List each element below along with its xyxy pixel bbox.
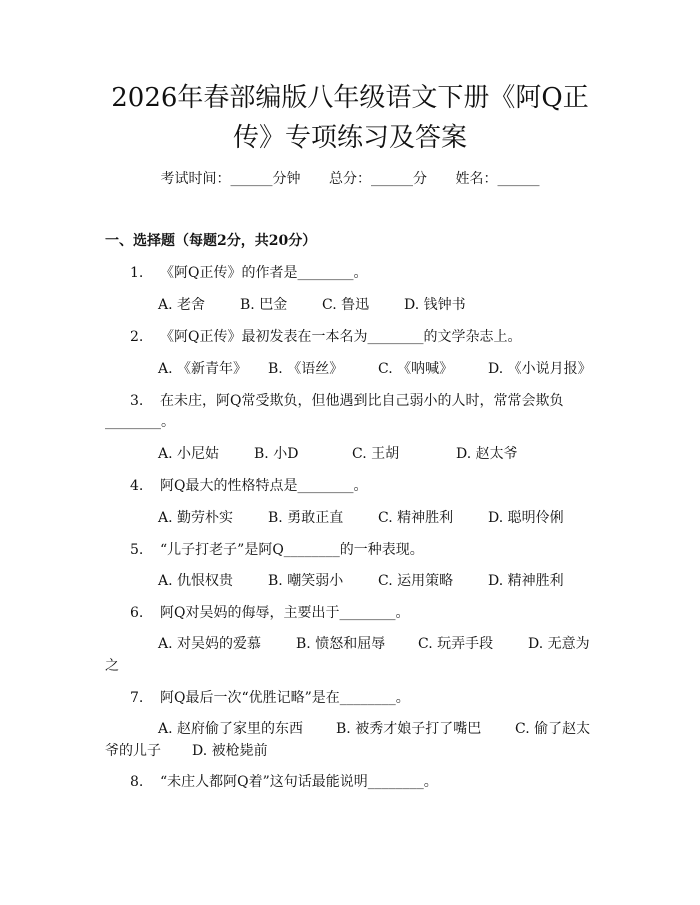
question-number: 5. bbox=[130, 542, 144, 558]
question-text: “儿子打老子”是阿Q________的一种表现。 bbox=[160, 542, 424, 558]
question-number: 1. bbox=[130, 265, 144, 281]
option: C. 鲁迅 bbox=[322, 297, 370, 313]
option: B. 被秀才娘子打了嘴巴 bbox=[336, 721, 482, 737]
option: A. 勤劳朴实 bbox=[158, 510, 234, 526]
exam-meta bbox=[0, 168, 700, 188]
question-4 bbox=[130, 475, 367, 495]
section-heading: 一、选择题（每题2分，共20分） bbox=[105, 233, 317, 249]
question-3 bbox=[130, 390, 563, 410]
question-number: 3. bbox=[130, 393, 144, 409]
question-2 bbox=[130, 326, 521, 346]
question-text-continued: ________。 bbox=[105, 414, 175, 430]
question-5 bbox=[130, 539, 424, 559]
question-text: 阿Q最后一次“优胜记略”是在________。 bbox=[160, 690, 410, 706]
option: D. 精神胜利 bbox=[488, 573, 564, 589]
question-6 bbox=[130, 602, 409, 622]
option: C. 《呐喊》 bbox=[378, 361, 454, 377]
option: D. 钱钟书 bbox=[404, 297, 466, 313]
option: D. 聪明伶俐 bbox=[488, 510, 564, 526]
question-text: 阿Q对吴妈的侮辱，主要出于________。 bbox=[160, 605, 410, 621]
document-title bbox=[90, 78, 610, 158]
option: A. 老舍 bbox=[158, 297, 206, 313]
exam-name: 姓名：______ bbox=[455, 171, 540, 187]
option-continued: 之 bbox=[105, 658, 119, 674]
option: D. 无意为 bbox=[528, 636, 590, 652]
option: B. 勇敢正直 bbox=[268, 510, 344, 526]
question-text: 《阿Q正传》最初发表在一本名为________的文学杂志上。 bbox=[160, 329, 522, 345]
option: C. 偷了赵太 bbox=[515, 721, 591, 737]
option: B. 《语丝》 bbox=[268, 361, 344, 377]
option: C. 精神胜利 bbox=[378, 510, 454, 526]
exam-time: 考试时间：______分钟 bbox=[160, 171, 301, 187]
question-1 bbox=[130, 262, 367, 282]
option: C. 玩弄手段 bbox=[418, 636, 494, 652]
option: A. 小尼姑 bbox=[158, 446, 220, 462]
option: D. 《小说月报》 bbox=[488, 361, 592, 377]
question-text: 《阿Q正传》的作者是________。 bbox=[160, 265, 368, 281]
option: D. 赵太爷 bbox=[456, 446, 518, 462]
option: A. 对吴妈的爱慕 bbox=[158, 636, 262, 652]
question-text: 在未庄，阿Q常受欺负，但他遇到比自己弱小的人时，常常会欺负 bbox=[160, 393, 564, 409]
question-number: 4. bbox=[130, 478, 144, 494]
question-7 bbox=[130, 687, 410, 707]
option: B. 嘲笑弱小 bbox=[268, 573, 344, 589]
option: D. 被枪毙前 bbox=[192, 743, 268, 759]
option: A. 赵府偷了家里的东西 bbox=[158, 721, 304, 737]
title-line-2: 传》专项练习及答案 bbox=[232, 123, 467, 153]
question-number: 6. bbox=[130, 605, 144, 621]
question-text: 阿Q最大的性格特点是________。 bbox=[160, 478, 368, 494]
question-8 bbox=[130, 771, 438, 791]
option: C. 运用策略 bbox=[378, 573, 454, 589]
option: B. 愤怒和屈辱 bbox=[296, 636, 386, 652]
option: B. 巴金 bbox=[240, 297, 288, 313]
question-number: 7. bbox=[130, 690, 144, 706]
question-text: “未庄人都阿Q着”这句话最能说明________。 bbox=[160, 774, 438, 790]
title-line-1: 2026年春部编版八年级语文下册《阿Q正 bbox=[111, 83, 589, 113]
question-number: 2. bbox=[130, 329, 144, 345]
option: B. 小D bbox=[254, 446, 299, 462]
option: C. 王胡 bbox=[352, 446, 400, 462]
question-number: 8. bbox=[130, 774, 144, 790]
option-continued: 爷的儿子 bbox=[105, 743, 161, 759]
option: A. 仇恨权贵 bbox=[158, 573, 234, 589]
exam-score: 总分：______分 bbox=[329, 171, 427, 187]
option: A. 《新青年》 bbox=[158, 361, 248, 377]
